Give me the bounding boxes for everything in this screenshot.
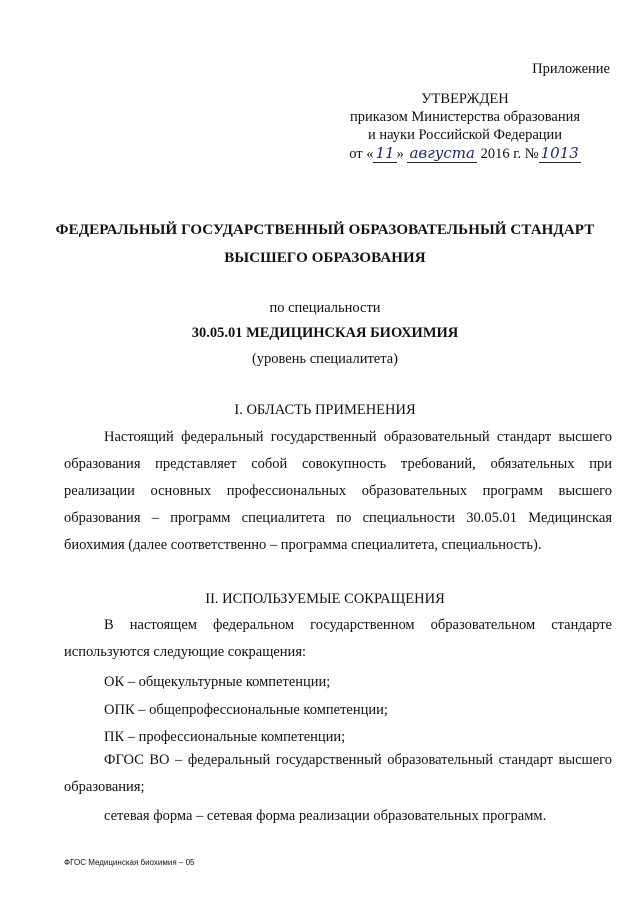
order-number: 1013 <box>540 144 579 162</box>
abbreviation-ok: ОК – общекультурные компетенции; <box>104 674 331 690</box>
date-mid: » <box>396 146 404 162</box>
abbreviation-network: сетевая форма – сетевая форма реализации образовательных программ. <box>104 808 547 824</box>
approval-block <box>320 90 610 163</box>
section-1-heading: I. ОБЛАСТЬ ПРИМЕНЕНИЯ <box>234 402 416 418</box>
approved-line-1: приказом Министерства образования <box>349 109 581 125</box>
specialty-level: (уровень специалитета) <box>251 351 399 367</box>
abbreviation-fgos <box>64 747 612 801</box>
appendix-label: Приложение <box>532 61 610 77</box>
section-1-paragraph: Настоящий федеральный государственный образовательный стандарт высшего образования представляет собой совокупность требований, обязательных при реализации основных профессиональных образовательных программ высшего образования – программ специалитета по специальности 30.05.01 Медицинская биохимия (далее соответственно – программа специалитета, специальность). <box>64 429 612 553</box>
abbreviation-pk: ПК – профессиональные компетенции; <box>104 729 346 745</box>
date-year: 2016 г. № <box>480 146 539 162</box>
specialty-code: 30.05.01 МЕДИЦИНСКАЯ БИОХИМИЯ <box>191 325 459 341</box>
date-prefix: от « <box>349 146 374 162</box>
date-month: августа <box>409 144 475 162</box>
section-2-intro-text: В настоящем федеральном государственном образовательном стандарте используются следующие сокращения: <box>64 617 612 660</box>
approved-line-2: и науки Российской Федерации <box>367 127 563 143</box>
abbreviation-fgos-text: ФГОС ВО – федеральный государственный образовательный стандарт высшего образования; <box>64 752 612 795</box>
abbreviation-opk: ОПК – общепрофессиональные компетенции; <box>104 702 388 718</box>
section-1-text <box>64 424 612 559</box>
page-footer: ФГОС Медицинская биохимия – 05 <box>64 858 195 867</box>
section-2-heading: II. ИСПОЛЬЗУЕМЫЕ СОКРАЩЕНИЯ <box>205 591 445 607</box>
date-day: 11 <box>375 144 395 162</box>
by-specialty-label: по специальности <box>269 300 381 316</box>
document-title-line-2: ВЫСШЕГО ОБРАЗОВАНИЯ <box>224 250 426 266</box>
approved-title: УТВЕРЖДЕН <box>421 91 509 107</box>
approval-date <box>320 144 610 163</box>
document-title-line-1: ФЕДЕРАЛЬНЫЙ ГОСУДАРСТВЕННЫЙ ОБРАЗОВАТЕЛЬНЫЙ СТАНДАРТ <box>55 222 595 238</box>
section-2-intro <box>64 612 612 666</box>
